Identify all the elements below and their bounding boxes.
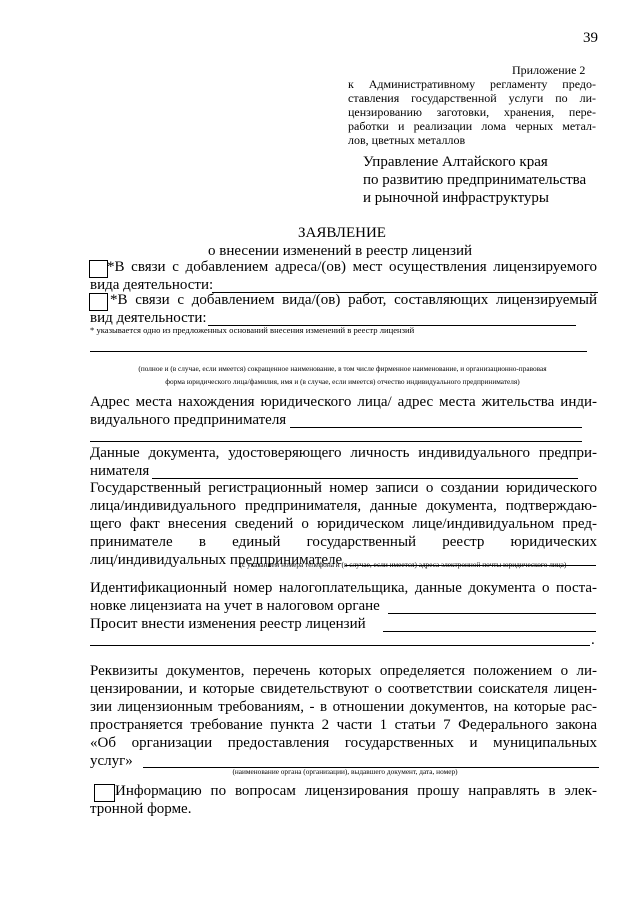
option-address-label: *В связи с добавлением адреса/(ов) мест осуществления лицензируемого xyxy=(107,259,597,275)
authority-caption: (наименование органа (организации), выдавшего документ, дата, номер) xyxy=(232,767,458,776)
addressee-line: по развитию предпринимательства xyxy=(363,172,587,188)
request-field-cont[interactable] xyxy=(90,645,590,646)
requisites-label: Реквизиты документов, перечень которых определяется положением о ли- xyxy=(90,663,597,679)
option-works-checkbox[interactable] xyxy=(89,293,108,311)
identity-doc-label: Данные документа, удостоверяющего личность индивидуального предпри- xyxy=(90,445,597,461)
applicant-name-caption-cont: форма юридического лица/фамилия, имя и (в случае, если имеется) отчество индивидуального предпринимателя) xyxy=(165,377,520,386)
applicant-name-field[interactable] xyxy=(90,351,587,352)
inn-label-cont: новке лицензиата на учет в налоговом органе xyxy=(90,598,380,614)
registration-label-cont: лиц/индивидуальных предпринимателе xyxy=(90,552,343,568)
registration-label: щего факт внесения сведений о юридическом лице/индивидуальном пред- xyxy=(90,516,597,532)
appendix-line: цензированию заготовки, хранения, пере- xyxy=(348,105,596,119)
requisites-label: цензировании, и которые свидетельствуют о соответствии соискателя лицен- xyxy=(90,681,597,697)
appendix-line: к Административному регламенту предо- xyxy=(348,77,596,91)
identity-doc-field[interactable] xyxy=(152,478,578,479)
addressee-line: Управление Алтайского края xyxy=(363,154,548,170)
request-label: Просит внести изменения реестр лицензий xyxy=(90,616,366,632)
identity-doc-label-cont: нимателя xyxy=(90,463,150,479)
document-subtitle: о внесении изменений в реестр лицензий xyxy=(208,243,473,259)
addressee-line: и рыночной инфраструктуры xyxy=(363,190,549,206)
page-number: 39 xyxy=(583,30,598,46)
electronic-form-label: Информацию по вопросам лицензирования прошу направлять в элек- xyxy=(115,783,597,799)
option-works-label-cont: вид деятельности: xyxy=(90,310,207,326)
document-title: ЗАЯВЛЕНИЕ xyxy=(298,225,386,241)
address-field-cont[interactable] xyxy=(90,441,582,442)
appendix-line: ставления государственной услуги по ли- xyxy=(348,91,596,105)
requisites-label: зии лицензионным требованиям, - в отношении документов, на которые рас- xyxy=(90,699,597,715)
electronic-form-label-cont: тронной форме. xyxy=(90,801,192,817)
appendix-line: работки и реализации лома черных метал- xyxy=(348,119,596,133)
appendix-title: Приложение 2 xyxy=(512,63,586,77)
option-works-label: *В связи с добавлением вида/(ов) работ, составляющих лицензируемый xyxy=(110,292,597,308)
registration-label: лица/индивидуального предпринимателя, данные документа, подтверждаю- xyxy=(90,498,597,514)
electronic-form-checkbox[interactable] xyxy=(94,784,115,802)
request-field[interactable] xyxy=(383,631,596,632)
address-label-cont: видуального предпринимателя xyxy=(90,412,287,428)
address-label: Адрес места нахождения юридического лица/ адрес места жительства инди- xyxy=(90,394,597,410)
footnote: * указывается одно из предложенных оснований внесения изменений в реестр лицензий xyxy=(90,325,415,335)
inn-label: Идентификационный номер налогоплательщика, данные документа о поста- xyxy=(90,580,597,596)
requisites-label: пространяется требование пункта 2 части 1 статьи 7 Федерального закона xyxy=(90,717,597,733)
inn-field[interactable] xyxy=(388,613,596,614)
registration-label: принимателе в единый государственный реестр юридических xyxy=(90,534,597,550)
address-field[interactable] xyxy=(290,427,582,428)
option-address-label-cont: вида деятельности: xyxy=(90,277,214,293)
contacts-caption: (с указанием номера телефона и (в случае, если имеется) адреса электронной почты юридического лица) xyxy=(239,560,567,569)
applicant-name-caption: (полное и (в случае, если имеется) сокращенное наименование, в том числе фирменное наименование, и организационно-правовая xyxy=(138,364,547,373)
requisites-label: «Об организации предоставления государственных и муниципальных xyxy=(90,735,597,751)
registration-label: Государственный регистрационный номер записи о создании юридического xyxy=(90,480,597,496)
request-end-mark: . xyxy=(591,632,595,648)
requisites-label-cont: услуг» xyxy=(90,753,133,769)
option-address-checkbox[interactable] xyxy=(89,260,108,278)
appendix-line: лов, цветных металлов xyxy=(348,133,466,147)
